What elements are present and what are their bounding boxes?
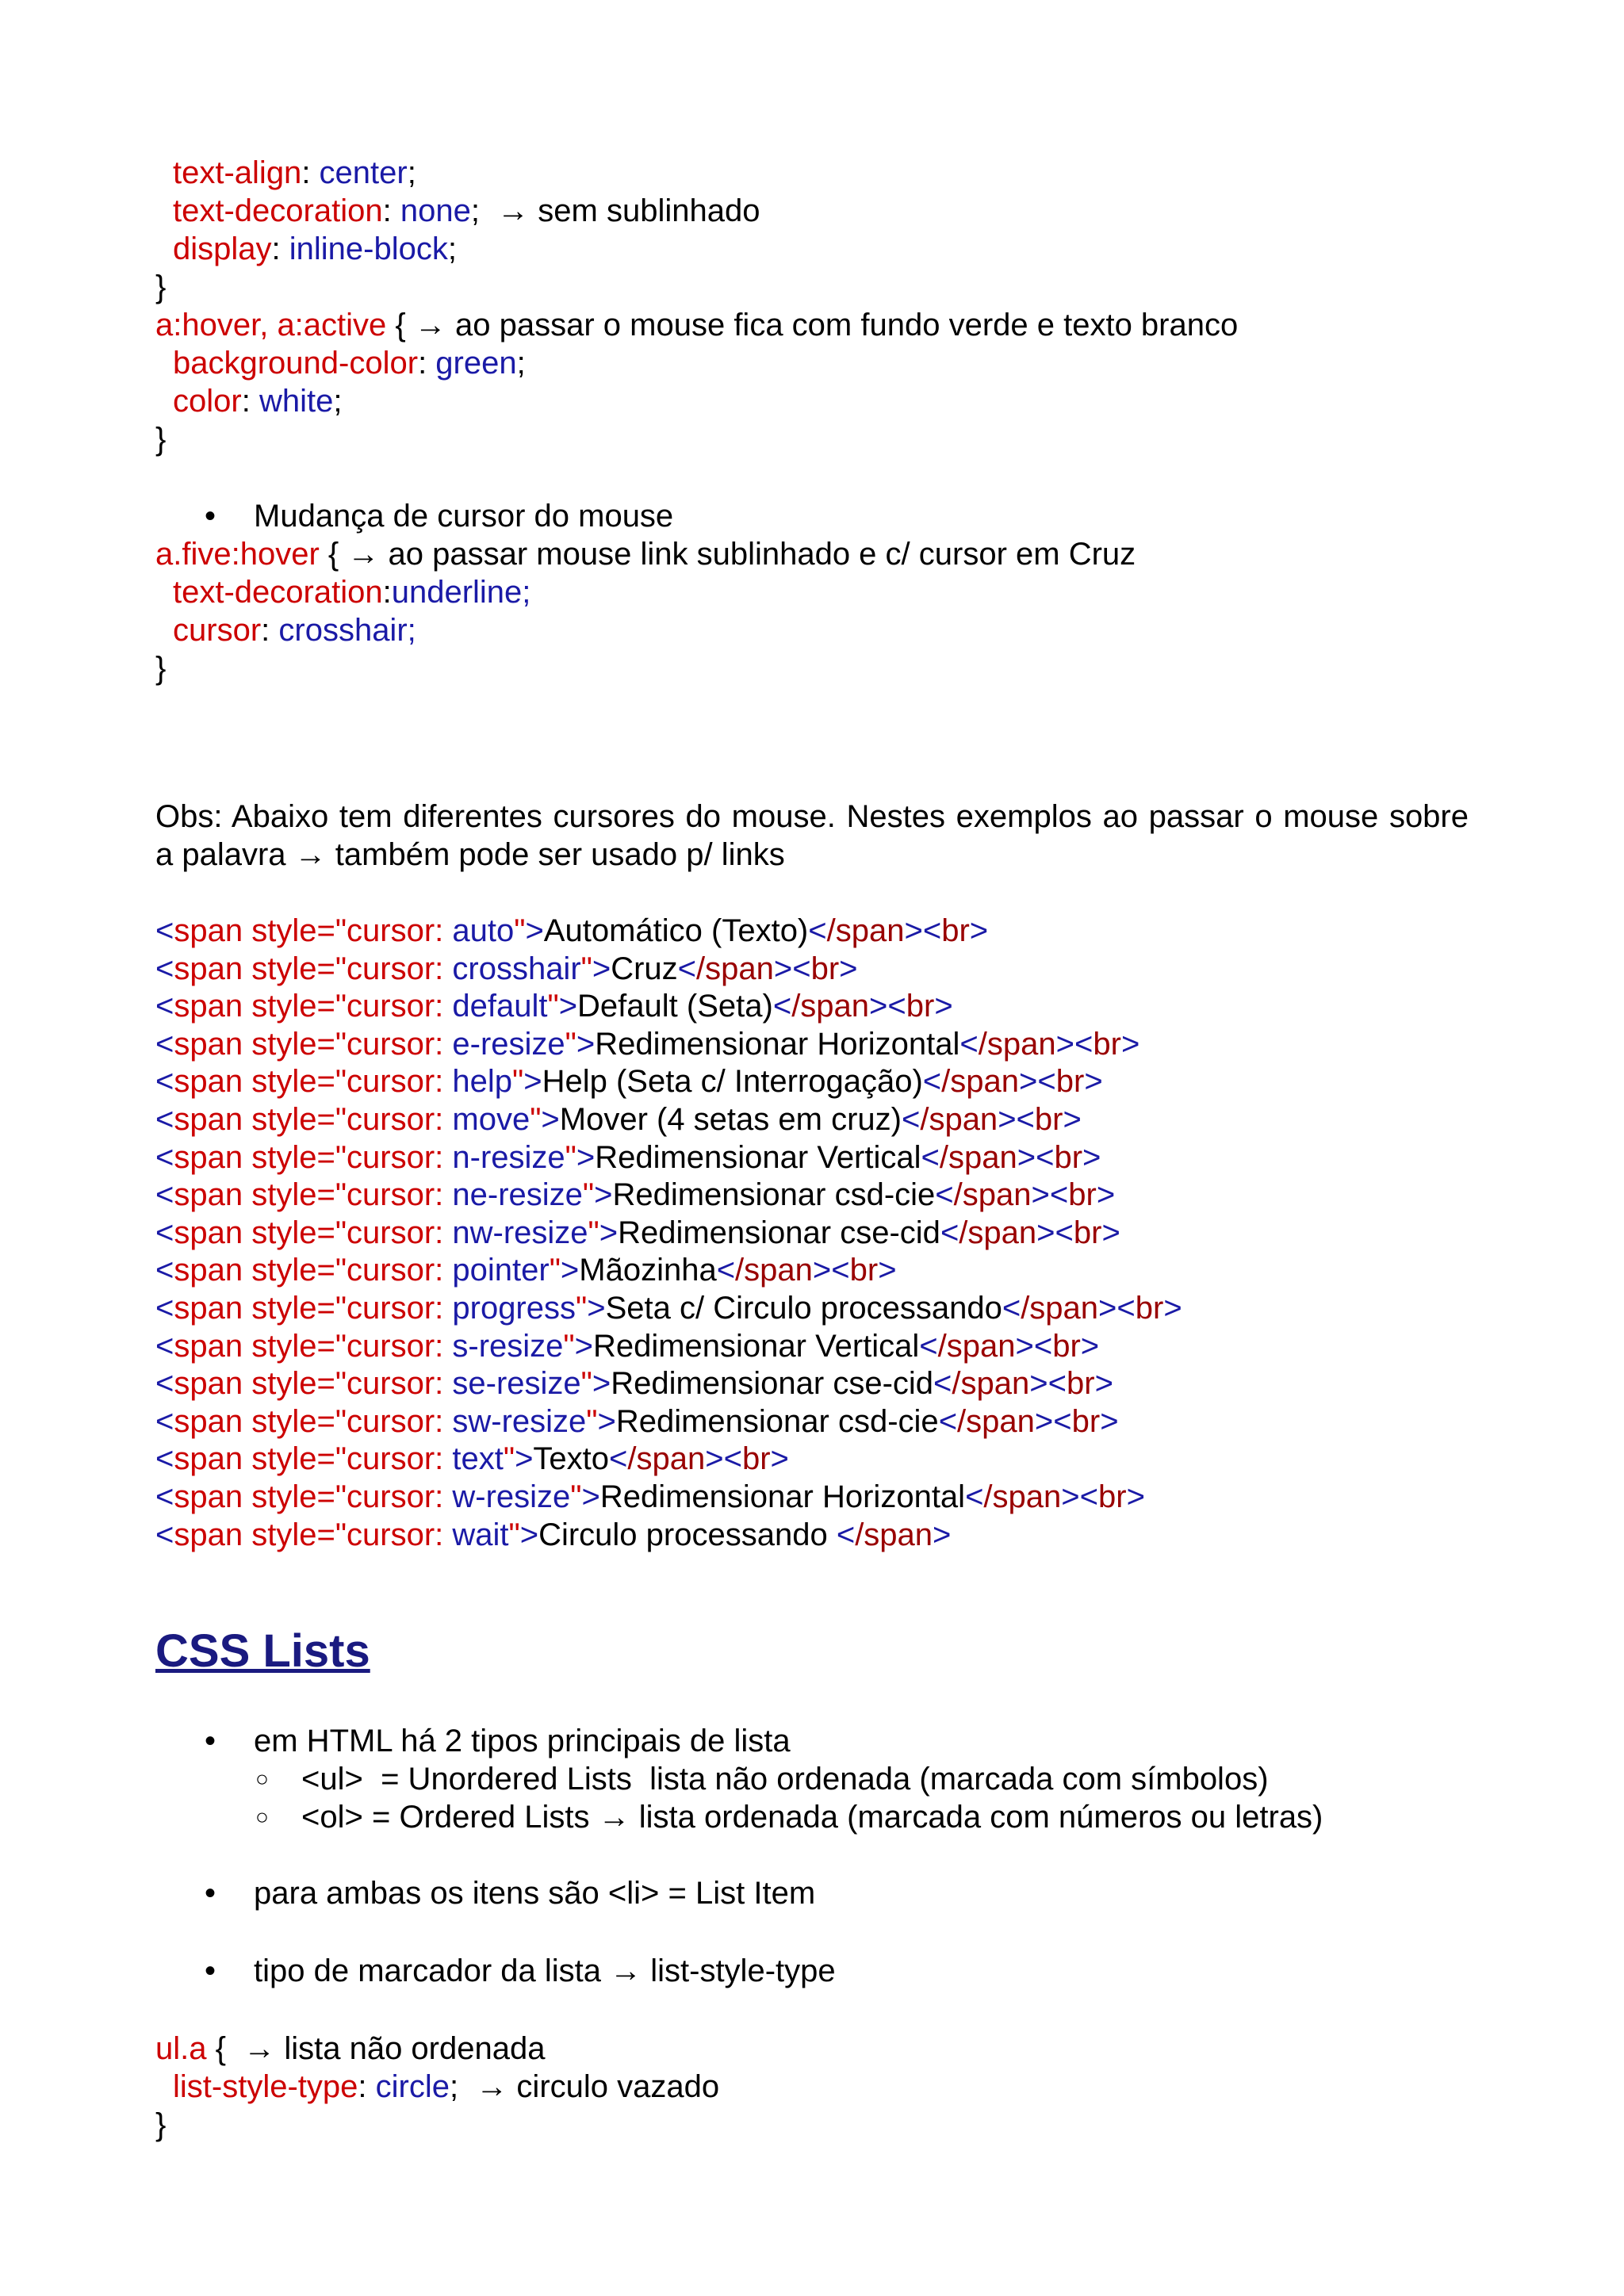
closing-tag: /span — [1021, 1291, 1099, 1326]
tag-attr: " — [582, 1177, 595, 1213]
code-comment: { → ao passar mouse link sublinhado e c/ cursor em Cruz — [327, 537, 1136, 572]
span-label: Redimensionar Horizontal — [599, 1479, 966, 1514]
tag-bracket: < — [155, 1253, 174, 1288]
code-brace: } — [155, 270, 167, 304]
tag-bracket: < — [155, 1441, 174, 1477]
span-label: Automático (Texto) — [543, 913, 809, 948]
tag-bracket: < — [1079, 1479, 1098, 1514]
tag-attr: span style="cursor: — [174, 1102, 453, 1137]
bullet-icon: • — [205, 1724, 216, 1758]
tag-attr: span style="cursor: — [174, 1366, 453, 1402]
tag-bracket: < — [921, 1139, 940, 1175]
tag-attr: span style="cursor: — [174, 913, 453, 948]
bullet-icon: • — [205, 499, 216, 534]
tag-attr: " — [530, 1102, 542, 1137]
span-code-line — [155, 1478, 1145, 1516]
span-code-line — [155, 1214, 1120, 1252]
cursor-value: w-resize — [452, 1479, 571, 1514]
sub-bullet-text: <ul> = Unordered Lists lista não ordenada (marcada com símbolos) — [301, 1762, 1269, 1797]
tag-attr: " — [580, 1366, 592, 1402]
cursor-value: wait — [452, 1517, 509, 1552]
code-line: text-decoration: none; → sem sublinhado — [173, 193, 760, 228]
tag-bracket: > — [519, 1517, 539, 1552]
tag-bracket: < — [155, 951, 174, 986]
css-value: none — [400, 193, 471, 228]
tag-attr: " — [547, 989, 559, 1024]
css-property: text-decoration — [173, 193, 383, 228]
css-value: circle — [375, 2069, 450, 2104]
tag-bracket: < — [938, 1403, 958, 1439]
br-tag: br — [1066, 1366, 1095, 1402]
code-line: text-decoration:underline; — [173, 575, 531, 610]
tag-bracket: > — [1101, 1215, 1120, 1250]
css-value: green — [435, 346, 517, 381]
br-tag: br — [1054, 1139, 1083, 1175]
tag-bracket: > — [1084, 1064, 1103, 1100]
tag-bracket: > — [599, 1215, 619, 1250]
css-selector: a:hover, a:active — [155, 308, 387, 342]
span-label: Redimensionar csd-cie — [612, 1177, 936, 1213]
tag-bracket: > — [1061, 1479, 1080, 1514]
span-label: Redimensionar Vertical — [592, 1328, 920, 1364]
code-line: display: inline-block; — [173, 232, 457, 266]
span-label: Redimensionar Vertical — [595, 1139, 921, 1175]
tag-bracket: < — [677, 951, 697, 986]
code-comment: { → ao passar o mouse fica com fundo verde e texto branco — [395, 308, 1239, 342]
tag-bracket: > — [1017, 1139, 1036, 1175]
tag-attr: span style="cursor: — [174, 1291, 453, 1326]
code-comment: { → lista não ordenada — [215, 2031, 546, 2066]
bullet-icon: • — [205, 1876, 216, 1911]
tag-bracket: < — [901, 1102, 921, 1137]
tag-bracket: > — [1055, 1026, 1074, 1062]
cursor-value: s-resize — [452, 1328, 564, 1364]
span-code-line — [155, 1440, 789, 1478]
span-label: Mover (4 setas em cruz) — [559, 1102, 902, 1137]
tag-bracket: > — [869, 989, 888, 1024]
circle-bullet-icon: ○ — [255, 1766, 269, 1791]
css-value: inline-block — [289, 232, 448, 266]
tag-bracket: > — [1015, 1328, 1034, 1364]
br-tag: br — [1034, 1102, 1063, 1137]
cursor-value: crosshair — [452, 951, 581, 986]
tag-bracket: < — [155, 989, 174, 1024]
span-label: Redimensionar Horizontal — [595, 1026, 960, 1062]
tag-attr: " — [565, 1139, 576, 1175]
tag-bracket: < — [155, 1177, 174, 1213]
tag-bracket: < — [792, 951, 811, 986]
tag-attr: span style="cursor: — [174, 1328, 453, 1364]
tag-bracket: < — [155, 1215, 174, 1250]
tag-bracket: < — [1053, 1403, 1072, 1439]
span-label: Texto — [533, 1441, 610, 1477]
tag-attr: span style="cursor: — [174, 951, 453, 986]
span-label: Redimensionar csd-cie — [615, 1403, 939, 1439]
closing-tag: /span — [941, 1064, 1020, 1100]
closing-tag: /span — [952, 1366, 1030, 1402]
span-code-line — [155, 1289, 1182, 1327]
css-value: white — [259, 384, 334, 419]
tag-attr: span style="cursor: — [174, 1517, 453, 1552]
css-property: cursor — [173, 613, 262, 648]
tag-bracket: > — [597, 1403, 616, 1439]
bullet-text: em HTML há 2 tipos principais de lista — [254, 1724, 791, 1758]
span-code-line — [155, 987, 953, 1025]
code-brace: } — [155, 651, 167, 686]
tag-bracket: > — [904, 913, 923, 948]
span-label: Mãozinha — [579, 1253, 717, 1288]
code-brace: } — [155, 422, 167, 457]
tag-bracket: > — [1031, 1177, 1050, 1213]
code-brace: } — [155, 2107, 167, 2142]
tag-bracket: > — [878, 1253, 897, 1288]
span-code-line — [155, 1364, 1113, 1402]
tag-bracket: < — [831, 1253, 850, 1288]
css-property: text-align — [173, 155, 302, 190]
tag-attr: " — [576, 1291, 588, 1326]
tag-bracket: > — [576, 1026, 596, 1062]
span-code-line — [155, 950, 858, 988]
bullet-text: Mudança de cursor do mouse — [254, 499, 674, 534]
tag-bracket: < — [155, 1291, 174, 1326]
tag-bracket: < — [772, 989, 792, 1024]
code-comment: → circulo vazado — [476, 2069, 720, 2104]
tag-attr: span style="cursor: — [174, 1026, 453, 1062]
code-line — [155, 2030, 545, 2068]
br-tag: br — [1068, 1177, 1097, 1213]
tag-bracket: < — [155, 913, 174, 948]
obs-paragraph: Obs: Abaixo tem diferentes cursores do mouse. Nestes exemplos ao passar o mouse sobre a palavra → também pode ser usado p/ links — [155, 799, 1469, 872]
tag-bracket: < — [155, 1403, 174, 1439]
tag-attr: " — [508, 1517, 520, 1552]
tag-bracket: > — [1098, 1291, 1117, 1326]
tag-bracket: < — [1048, 1366, 1067, 1402]
sub-bullet-text: <ol> = Ordered Lists → lista ordenada (marcada com números ou letras) — [301, 1800, 1323, 1835]
closing-tag: /span — [826, 913, 905, 948]
tag-bracket: > — [998, 1102, 1017, 1137]
cursor-value: pointer — [452, 1253, 550, 1288]
tag-bracket: > — [525, 913, 544, 948]
br-tag: br — [906, 989, 935, 1024]
css-selector: ul.a — [155, 2031, 207, 2066]
tag-attr: span style="cursor: — [174, 1441, 453, 1477]
code-line — [155, 306, 1238, 344]
br-tag: br — [1055, 1064, 1085, 1100]
circle-bullet-icon: ○ — [255, 1804, 269, 1829]
closing-tag: /span — [937, 1328, 1016, 1364]
closing-tag: /span — [791, 989, 870, 1024]
tag-attr: span style="cursor: — [174, 1215, 453, 1250]
tag-bracket: < — [1049, 1177, 1069, 1213]
css-property: color — [173, 384, 242, 419]
tag-bracket: < — [940, 1215, 959, 1250]
tag-bracket: < — [933, 1366, 952, 1402]
tag-bracket: > — [1100, 1403, 1119, 1439]
closing-tag: /span — [953, 1177, 1032, 1213]
css-property: list-style-type — [173, 2069, 358, 2104]
span-code-line — [155, 1251, 897, 1289]
css-value: crosshair; — [278, 613, 416, 648]
tag-bracket: > — [523, 1064, 542, 1100]
code-line: list-style-type: circle; → circulo vazado — [173, 2069, 720, 2104]
tag-bracket: > — [592, 1366, 611, 1402]
css-property: background-color — [173, 346, 419, 381]
tag-bracket: < — [808, 913, 827, 948]
tag-bracket: < — [609, 1441, 628, 1477]
br-tag: br — [1052, 1328, 1081, 1364]
br-tag: br — [1093, 1026, 1121, 1062]
cursor-value: n-resize — [452, 1139, 565, 1175]
tag-attr: span style="cursor: — [174, 1479, 453, 1514]
bullet-icon: • — [205, 1954, 216, 1988]
tag-attr: " — [565, 1026, 576, 1062]
cursor-value: ne-resize — [452, 1177, 583, 1213]
bullet-text: tipo de marcador da lista → list-style-type — [254, 1954, 836, 1988]
cursor-value: sw-resize — [452, 1403, 587, 1439]
closing-tag: /span — [939, 1139, 1017, 1175]
tag-bracket: < — [155, 1064, 174, 1100]
tag-attr: span style="cursor: — [174, 1403, 453, 1439]
tag-bracket: > — [574, 1328, 593, 1364]
tag-bracket: > — [515, 1441, 534, 1477]
tag-bracket: < — [723, 1441, 742, 1477]
tag-attr: span style="cursor: — [174, 1177, 453, 1213]
tag-bracket: < — [1037, 1064, 1056, 1100]
tag-bracket: > — [1096, 1177, 1116, 1213]
tag-bracket: > — [1019, 1064, 1038, 1100]
br-tag: br — [1098, 1479, 1127, 1514]
closing-tag: /span — [735, 1253, 813, 1288]
tag-bracket: > — [934, 989, 953, 1024]
tag-bracket: > — [812, 1253, 832, 1288]
tag-bracket: < — [155, 1139, 174, 1175]
tag-bracket: < — [887, 989, 906, 1024]
css-value: center — [319, 155, 408, 190]
tag-bracket: < — [1033, 1328, 1053, 1364]
br-tag: br — [849, 1253, 879, 1288]
tag-bracket: < — [1055, 1215, 1074, 1250]
tag-bracket: > — [1063, 1102, 1082, 1137]
tag-bracket: < — [155, 1366, 174, 1402]
tag-attr: " — [549, 1253, 561, 1288]
closing-tag: /span — [957, 1403, 1035, 1439]
br-tag: br — [1135, 1291, 1164, 1326]
tag-bracket: > — [933, 1517, 952, 1552]
tag-attr: " — [588, 1215, 599, 1250]
span-label: Help (Seta c/ Interrogação) — [542, 1064, 923, 1100]
tag-bracket: < — [959, 1026, 979, 1062]
br-tag: br — [810, 951, 840, 986]
br-tag: br — [1073, 1215, 1102, 1250]
span-label: Seta c/ Circulo processando — [605, 1291, 1002, 1326]
cursor-value: default — [452, 989, 548, 1024]
code-comment: → sem sublinhado — [497, 193, 760, 228]
css-property: display — [173, 232, 272, 266]
tag-bracket: < — [155, 1026, 174, 1062]
code-line: background-color: green; — [173, 346, 526, 381]
closing-tag: /span — [959, 1215, 1037, 1250]
tag-bracket: > — [1163, 1291, 1182, 1326]
tag-bracket: < — [1002, 1291, 1021, 1326]
span-code-line — [155, 1327, 1099, 1365]
tag-bracket: > — [587, 1291, 606, 1326]
code-line: text-align: center; — [173, 155, 416, 190]
tag-attr: " — [563, 1328, 575, 1364]
br-tag: br — [741, 1441, 771, 1477]
tag-bracket: < — [1036, 1139, 1055, 1175]
span-label: Default (Seta) — [577, 989, 773, 1024]
cursor-value: text — [452, 1441, 504, 1477]
tag-bracket: < — [155, 1328, 174, 1364]
tag-bracket: > — [541, 1102, 560, 1137]
span-code-line — [155, 1062, 1103, 1100]
tag-attr: span style="cursor: — [174, 1139, 453, 1175]
tag-bracket: < — [919, 1328, 938, 1364]
tag-bracket: > — [1029, 1366, 1048, 1402]
section-heading: CSS Lists — [155, 1625, 370, 1677]
tag-bracket: < — [1074, 1026, 1094, 1062]
tag-attr: span style="cursor: — [174, 1064, 453, 1100]
tag-bracket: > — [576, 1139, 596, 1175]
closing-tag: /span — [920, 1102, 998, 1137]
tag-bracket: > — [773, 951, 793, 986]
cursor-value: auto — [452, 913, 515, 948]
tag-attr: " — [512, 1064, 524, 1100]
span-code-line — [155, 1176, 1115, 1214]
span-code-line — [155, 912, 988, 950]
tag-bracket: > — [1080, 1328, 1100, 1364]
tag-bracket: > — [1120, 1026, 1140, 1062]
br-tag: br — [941, 913, 970, 948]
cursor-value: e-resize — [452, 1026, 565, 1062]
tag-bracket: < — [922, 913, 942, 948]
span-label: Redimensionar cse-cid — [618, 1215, 940, 1250]
tag-bracket: > — [1094, 1366, 1113, 1402]
code-line: cursor: crosshair; — [173, 613, 416, 648]
span-label: Cruz — [611, 951, 678, 986]
cursor-value: se-resize — [452, 1366, 581, 1402]
span-label: Redimensionar cse-cid — [611, 1366, 934, 1402]
tag-attr: span style="cursor: — [174, 989, 453, 1024]
tag-bracket: < — [1016, 1102, 1035, 1137]
br-tag: br — [1071, 1403, 1101, 1439]
bullet-text: para ambas os itens são <li> = List Item — [254, 1876, 816, 1911]
tag-attr: " — [580, 951, 592, 986]
tag-bracket: > — [594, 1177, 613, 1213]
span-code-line — [155, 1516, 951, 1554]
code-line — [155, 535, 1136, 573]
closing-tag: /span — [983, 1479, 1062, 1514]
closing-tag: /span — [978, 1026, 1056, 1062]
tag-attr: span style="cursor: — [174, 1253, 453, 1288]
tag-bracket: > — [1082, 1139, 1101, 1175]
tag-bracket: > — [969, 913, 989, 948]
tag-bracket: > — [560, 1253, 580, 1288]
span-code-line — [155, 1138, 1101, 1177]
tag-bracket: < — [155, 1517, 174, 1552]
tag-attr: " — [586, 1403, 598, 1439]
css-selector: a.five:hover — [155, 537, 320, 572]
tag-attr: " — [514, 913, 526, 948]
tag-bracket: > — [1126, 1479, 1145, 1514]
tag-bracket: < — [836, 1517, 856, 1552]
tag-bracket: < — [1116, 1291, 1136, 1326]
closing-tag: /span — [627, 1441, 706, 1477]
closing-tag: /span — [696, 951, 774, 986]
code-line: color: white; — [173, 384, 343, 419]
closing-tag: /span — [855, 1517, 933, 1552]
tag-bracket: > — [558, 989, 578, 1024]
tag-bracket: < — [965, 1479, 984, 1514]
tag-attr: " — [570, 1479, 582, 1514]
span-code-line — [155, 1402, 1119, 1441]
tag-bracket: > — [705, 1441, 724, 1477]
tag-attr: " — [503, 1441, 515, 1477]
tag-bracket: < — [935, 1177, 954, 1213]
cursor-value: nw-resize — [452, 1215, 588, 1250]
span-code-line — [155, 1100, 1082, 1138]
span-code-line — [155, 1025, 1139, 1063]
cursor-value: move — [452, 1102, 530, 1137]
cursor-value: help — [452, 1064, 512, 1100]
tag-bracket: > — [839, 951, 858, 986]
tag-bracket: < — [922, 1064, 942, 1100]
tag-bracket: < — [716, 1253, 736, 1288]
css-property: text-decoration — [173, 575, 383, 610]
css-value: underline; — [391, 575, 531, 610]
tag-bracket: > — [581, 1479, 600, 1514]
tag-bracket: > — [1034, 1403, 1054, 1439]
tag-bracket: < — [155, 1102, 174, 1137]
tag-bracket: > — [1036, 1215, 1055, 1250]
tag-bracket: > — [592, 951, 611, 986]
cursor-value: progress — [452, 1291, 576, 1326]
tag-bracket: > — [770, 1441, 789, 1477]
span-label: Circulo processando — [538, 1517, 837, 1552]
tag-bracket: < — [155, 1479, 174, 1514]
